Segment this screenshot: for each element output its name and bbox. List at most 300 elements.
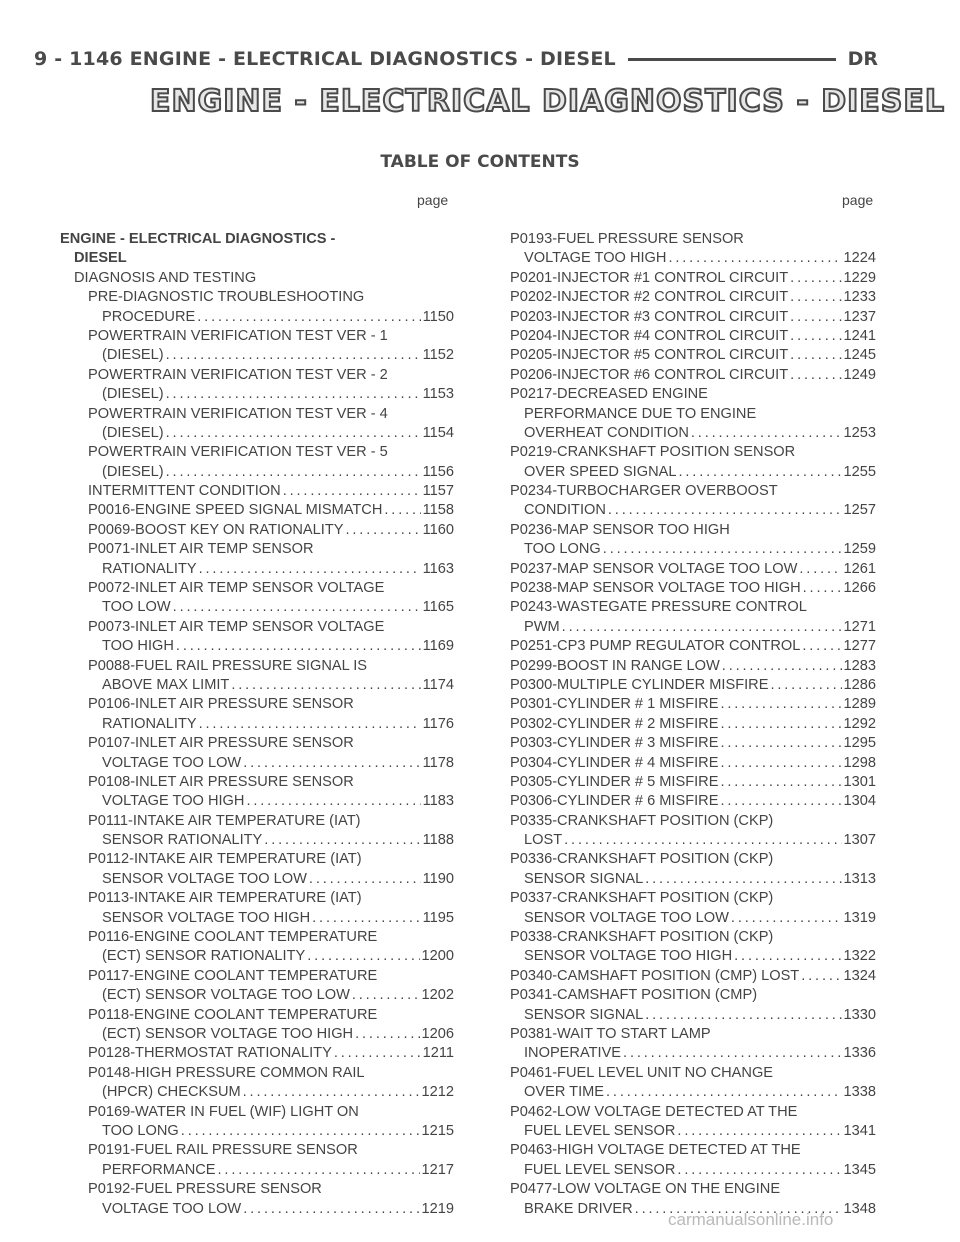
toc-leader-dots xyxy=(243,754,420,773)
toc-entry-label: P0169-WATER IN FUEL (WIF) LIGHT ON xyxy=(88,1103,359,1120)
toc-heading: TABLE OF CONTENTS xyxy=(380,152,580,172)
toc-entry[interactable] xyxy=(60,1161,454,1180)
toc-page-number: 1295 xyxy=(843,735,876,752)
toc-page-number: 1233 xyxy=(843,289,876,306)
toc-entry-label: FUEL LEVEL SENSOR xyxy=(524,1161,676,1178)
toc-entry-label: P0088-FUEL RAIL PRESSURE SIGNAL IS xyxy=(88,657,368,674)
toc-entry-label: VOLTAGE TOO LOW xyxy=(102,754,242,771)
toc-entry-label: P0381-WAIT TO START LAMP xyxy=(510,1026,711,1042)
toc-leader-dots xyxy=(166,424,421,443)
toc-entry-label: P0113-INTAKE AIR TEMPERATURE (IAT) xyxy=(88,890,362,907)
toc-entry[interactable] xyxy=(510,346,876,365)
toc-entry-label: P0201-INJECTOR #1 CONTROL CIRCUIT xyxy=(510,269,789,286)
toc-page-number: 1183 xyxy=(422,793,454,810)
toc-leader-dots xyxy=(181,1122,420,1141)
toc-entry[interactable] xyxy=(510,909,876,928)
toc-page-number: 1190 xyxy=(422,870,454,887)
toc-page-number: 1176 xyxy=(422,715,454,732)
toc-leader-dots xyxy=(307,947,419,966)
toc-page-number: 1253 xyxy=(843,424,876,441)
toc-page-number: 1277 xyxy=(843,638,876,655)
toc-leader-dots xyxy=(770,676,841,695)
toc-page-number: 1157 xyxy=(422,483,454,500)
toc-entry-label: P0234-TURBOCHARGER OVERBOOST xyxy=(510,483,778,500)
toc-entry[interactable] xyxy=(510,560,876,579)
toc-entry[interactable] xyxy=(510,792,876,811)
toc-entry-label: P0303-CYLINDER # 3 MISFIRE xyxy=(510,735,719,752)
toc-page-number: 1255 xyxy=(843,463,876,480)
toc-entry-text xyxy=(510,986,876,1005)
toc-page-number: 1188 xyxy=(422,832,454,849)
toc-page-number: 1202 xyxy=(421,987,454,1004)
toc-entry[interactable] xyxy=(510,1122,876,1141)
toc-leader-dots xyxy=(790,269,841,288)
toc-leader-dots xyxy=(720,773,841,792)
toc-leader-dots xyxy=(677,1122,841,1141)
toc-entry-label: P0108-INLET AIR PRESSURE SENSOR xyxy=(88,773,354,790)
toc-entry-label: P0337-CRANKSHAFT POSITION (CKP) xyxy=(510,890,774,907)
toc-entry-label: P0072-INLET AIR TEMP SENSOR VOLTAGE xyxy=(88,580,385,597)
toc-entry[interactable] xyxy=(60,676,454,695)
toc-entry-label: P0338-CRANKSHAFT POSITION (CKP) xyxy=(510,929,774,946)
toc-page-number: 1212 xyxy=(421,1084,454,1101)
toc-page-number: 1289 xyxy=(843,696,876,713)
toc-leader-dots xyxy=(352,986,420,1005)
toc-entry-label: P0301-CYLINDER # 1 MISFIRE xyxy=(510,696,719,713)
toc-entry-label: P0462-LOW VOLTAGE DETECTED AT THE xyxy=(510,1103,798,1120)
toc-entry-text xyxy=(60,443,454,462)
toc-entry-label: P0461-FUEL LEVEL UNIT NO CHANGE xyxy=(510,1064,774,1081)
toc-page-number: 1301 xyxy=(843,773,876,790)
toc-page-number: 1156 xyxy=(422,463,454,480)
toc-entry-text xyxy=(60,405,454,424)
toc-leader-dots xyxy=(790,366,841,385)
page-header xyxy=(34,46,878,72)
toc-page-number: 1257 xyxy=(843,502,876,519)
toc-page-number: 1224 xyxy=(843,250,876,267)
toc-page-number: 1348 xyxy=(843,1200,876,1217)
toc-entry-label: PWM xyxy=(524,618,560,635)
toc-entry-text xyxy=(60,734,454,753)
toc-page-number: 1195 xyxy=(422,909,454,926)
toc-entry-label: PROCEDURE xyxy=(102,308,196,325)
toc-entry-label: TOO LOW xyxy=(102,599,171,616)
toc-leader-dots xyxy=(720,734,841,753)
toc-entry-text xyxy=(510,851,876,870)
toc-entry-label: P0202-INJECTOR #2 CONTROL CIRCUIT xyxy=(510,289,789,306)
toc-leader-dots xyxy=(790,327,841,346)
toc-entry[interactable] xyxy=(60,424,454,443)
toc-entry-label: P0477-LOW VOLTAGE ON THE ENGINE xyxy=(510,1181,781,1198)
toc-entry[interactable] xyxy=(510,288,876,307)
toc-entry-label: P0192-FUEL PRESSURE SENSOR xyxy=(88,1181,322,1198)
toc-leader-dots xyxy=(246,792,420,811)
toc-page-number: 1217 xyxy=(421,1161,454,1178)
toc-entry[interactable] xyxy=(510,579,876,598)
toc-entry-text xyxy=(60,657,454,676)
toc-entry-label: VOLTAGE TOO LOW xyxy=(102,1200,242,1217)
toc-entry[interactable] xyxy=(60,308,454,327)
toc-entry-label: P0016-ENGINE SPEED SIGNAL MISMATCH xyxy=(88,502,383,519)
toc-entry-label: P0463-HIGH VOLTAGE DETECTED AT THE xyxy=(510,1142,801,1159)
toc-leader-dots xyxy=(645,870,841,889)
toc-entry-label: PERFORMANCE DUE TO ENGINE xyxy=(524,405,757,422)
toc-page-number: 1229 xyxy=(843,269,876,286)
toc-entry[interactable] xyxy=(510,463,876,482)
toc-leader-dots xyxy=(197,308,420,327)
toc-entry-text xyxy=(60,928,454,947)
toc-page-number: 1241 xyxy=(843,327,876,344)
toc-entry-label: VOLTAGE TOO HIGH xyxy=(102,793,245,810)
toc-entry[interactable] xyxy=(60,346,454,365)
toc-page-number: 1313 xyxy=(843,870,876,887)
toc-page-number: 1245 xyxy=(843,347,876,364)
toc-page-number: 1174 xyxy=(422,676,454,693)
toc-entry-text xyxy=(510,1180,876,1199)
toc-entry-label: SENSOR SIGNAL xyxy=(524,1006,644,1023)
toc-entry[interactable] xyxy=(510,754,876,773)
toc-page-number: 1154 xyxy=(422,424,454,441)
toc-entry-label: P0340-CAMSHAFT POSITION (CMP) LOST xyxy=(510,967,800,984)
toc-entry-text xyxy=(60,695,454,714)
toc-entry-text xyxy=(510,230,876,249)
toc-entry-label: ABOVE MAX LIMIT xyxy=(102,676,230,693)
toc-page-number: 1345 xyxy=(843,1161,876,1178)
toc-entry-label: P0106-INLET AIR PRESSURE SENSOR xyxy=(88,696,354,713)
toc-entry-label: P0073-INLET AIR TEMP SENSOR VOLTAGE xyxy=(88,618,385,635)
toc-page-number: 1322 xyxy=(843,948,876,965)
toc-page-number: 1178 xyxy=(422,754,454,771)
toc-entry-label: P0112-INTAKE AIR TEMPERATURE (IAT) xyxy=(88,851,362,868)
toc-entry-text xyxy=(60,812,454,831)
toc-leader-dots xyxy=(176,637,421,656)
toc-leader-dots xyxy=(722,657,842,676)
toc-leader-dots xyxy=(801,967,841,986)
toc-leader-dots xyxy=(623,1044,841,1063)
toc-entry-text xyxy=(60,618,454,637)
toc-entry-text xyxy=(60,1103,454,1122)
toc-entry-text xyxy=(60,773,454,792)
toc-page-number: 1206 xyxy=(421,1026,454,1042)
toc-entry-label: SENSOR VOLTAGE TOO HIGH xyxy=(524,948,733,965)
toc-page-number: 1319 xyxy=(843,909,876,926)
toc-leader-dots xyxy=(562,618,842,637)
toc-page-number: 1150 xyxy=(422,308,454,325)
toc-entry-label: BRAKE DRIVER xyxy=(524,1200,633,1217)
toc-leader-dots xyxy=(720,715,841,734)
toc-entry[interactable] xyxy=(60,1025,454,1044)
header-rule xyxy=(628,58,836,61)
toc-entry[interactable] xyxy=(60,831,454,850)
toc-entry[interactable] xyxy=(510,637,876,656)
toc-entry[interactable] xyxy=(60,870,454,889)
toc-entry-text xyxy=(60,889,454,908)
toc-page-number: 1237 xyxy=(843,308,876,325)
toc-leader-dots xyxy=(264,831,420,850)
toc-page-number: 1341 xyxy=(843,1122,876,1139)
toc-entry[interactable] xyxy=(60,385,454,404)
toc-entry-label: (ECT) SENSOR RATIONALITY xyxy=(102,948,306,965)
toc-entry-text xyxy=(510,928,876,947)
header-page-section: 9 - 1146 ENGINE - ELECTRICAL DIAGNOSTICS - DIESEL xyxy=(34,48,616,70)
toc-entry-label: P0069-BOOST KEY ON RATIONALITY xyxy=(88,521,344,538)
toc-entry-label: DIAGNOSIS AND TESTING xyxy=(74,269,257,286)
toc-entry-text xyxy=(60,540,454,559)
toc-leader-dots xyxy=(677,1161,841,1180)
toc-entry[interactable] xyxy=(510,308,876,327)
toc-entry-label: P0191-FUEL RAIL PRESSURE SENSOR xyxy=(88,1142,358,1159)
toc-leader-dots xyxy=(166,385,421,404)
toc-leader-dots xyxy=(790,288,841,307)
toc-entry-label: P0128-THERMOSTAT RATIONALITY xyxy=(88,1045,332,1062)
toc-leader-dots xyxy=(608,501,842,520)
toc-leader-dots xyxy=(645,1006,841,1025)
toc-entry[interactable] xyxy=(60,1083,454,1102)
toc-page-number: 1307 xyxy=(843,832,876,849)
toc-entry[interactable] xyxy=(510,1161,876,1180)
toc-leader-dots xyxy=(243,1083,420,1102)
toc-entry-label: P0116-ENGINE COOLANT TEMPERATURE xyxy=(88,929,378,946)
toc-leader-dots xyxy=(678,463,841,482)
toc-page-number: 1261 xyxy=(843,560,876,577)
toc-entry[interactable] xyxy=(510,327,876,346)
toc-entry[interactable] xyxy=(510,501,876,520)
toc-entry[interactable] xyxy=(60,754,454,773)
toc-page-number: 1211 xyxy=(422,1045,454,1062)
toc-entry-label: TOO LONG xyxy=(524,541,601,558)
toc-page-number: 1219 xyxy=(421,1200,454,1217)
toc-page-number: 1304 xyxy=(843,793,876,810)
toc-entry-label: RATIONALITY xyxy=(102,715,197,732)
toc-leader-dots xyxy=(199,715,421,734)
toc-leader-dots xyxy=(691,424,842,443)
toc-page-number: 1259 xyxy=(843,541,876,558)
toc-entry[interactable] xyxy=(510,618,876,637)
toc-leader-dots xyxy=(799,560,841,579)
toc-right-column xyxy=(510,230,876,1219)
toc-entry-label: SENSOR VOLTAGE TOO HIGH xyxy=(102,909,311,926)
toc-entry-text xyxy=(60,967,454,986)
toc-entry-text xyxy=(60,1064,454,1083)
toc-entry-text xyxy=(510,521,876,540)
toc-entry[interactable] xyxy=(60,1044,454,1063)
toc-leader-dots xyxy=(668,249,841,268)
toc-entry[interactable] xyxy=(510,1044,876,1063)
toc-leader-dots xyxy=(606,1083,842,1102)
toc-entry[interactable] xyxy=(510,831,876,850)
toc-page-number: 1165 xyxy=(422,599,454,616)
toc-entry-label: OVER SPEED SIGNAL xyxy=(524,463,677,480)
toc-entry[interactable] xyxy=(60,501,454,520)
toc-leader-dots xyxy=(384,501,420,520)
toc-entry[interactable] xyxy=(510,947,876,966)
toc-entry-label: SENSOR VOLTAGE TOO LOW xyxy=(102,870,307,887)
toc-page-number: 1336 xyxy=(843,1045,876,1062)
toc-entry-label: POWERTRAIN VERIFICATION TEST VER - 4 xyxy=(88,405,388,422)
toc-entry-label: DIESEL xyxy=(74,250,127,267)
toc-entry-label: INTERMITTENT CONDITION xyxy=(88,483,281,500)
toc-entry-label: INOPERATIVE xyxy=(524,1045,622,1062)
toc-leader-dots xyxy=(790,346,841,365)
toc-leader-dots xyxy=(173,598,421,617)
toc-entry[interactable] xyxy=(60,560,454,579)
toc-entry-label: POWERTRAIN VERIFICATION TEST VER - 1 xyxy=(88,327,388,344)
toc-page-number: 1338 xyxy=(843,1084,876,1101)
toc-entry-label: P0071-INLET AIR TEMP SENSOR xyxy=(88,541,314,558)
toc-page-number: 1249 xyxy=(843,366,876,383)
toc-page-number: 1163 xyxy=(422,560,454,577)
toc-entry[interactable] xyxy=(510,715,876,734)
toc-page-number: 1330 xyxy=(843,1006,876,1023)
toc-entry[interactable] xyxy=(510,249,876,268)
toc-entry-label: P0118-ENGINE COOLANT TEMPERATURE xyxy=(88,1006,378,1023)
toc-entry-text xyxy=(510,1103,876,1122)
toc-entry[interactable] xyxy=(60,637,454,656)
toc-page-number: 1160 xyxy=(422,521,454,538)
toc-entry-label: (ECT) SENSOR VOLTAGE TOO HIGH xyxy=(102,1026,354,1042)
document-title: ENGINE - ELECTRICAL DIAGNOSTICS - DIESEL xyxy=(150,84,946,119)
toc-entry[interactable] xyxy=(510,695,876,714)
toc-entry-label: P0219-CRANKSHAFT POSITION SENSOR xyxy=(510,444,796,461)
toc-entry-label: P0243-WASTEGATE PRESSURE CONTROL xyxy=(510,599,807,616)
toc-page-number: 1271 xyxy=(843,618,876,635)
toc-entry[interactable] xyxy=(510,1083,876,1102)
toc-entry[interactable] xyxy=(60,521,454,540)
toc-entry-label: TOO HIGH xyxy=(102,638,174,655)
toc-leader-dots xyxy=(166,463,421,482)
watermark: carmanualsonline.info xyxy=(668,1210,834,1229)
toc-entry[interactable] xyxy=(510,734,876,753)
toc-entry-text xyxy=(60,288,454,307)
toc-entry[interactable] xyxy=(60,1200,454,1219)
toc-entry-text xyxy=(510,482,876,501)
toc-entry-text xyxy=(60,579,454,598)
toc-page-number: 1298 xyxy=(843,754,876,771)
toc-entry[interactable] xyxy=(60,986,454,1005)
toc-entry-label: P0203-INJECTOR #3 CONTROL CIRCUIT xyxy=(510,308,789,325)
toc-entry[interactable] xyxy=(60,463,454,482)
toc-entry-label: (DIESEL) xyxy=(102,463,164,480)
toc-entry-label: P0304-CYLINDER # 4 MISFIRE xyxy=(510,754,719,771)
toc-leader-dots xyxy=(283,482,421,501)
toc-entry-text xyxy=(510,1064,876,1083)
toc-entry[interactable] xyxy=(60,947,454,966)
toc-entry-label: PRE-DIAGNOSTIC TROUBLESHOOTING xyxy=(88,289,365,306)
toc-page-number: 1324 xyxy=(843,967,876,984)
toc-page-number: 1292 xyxy=(843,715,876,732)
toc-entry-text xyxy=(60,1006,454,1025)
toc-leader-dots xyxy=(720,695,841,714)
toc-entry-text xyxy=(510,405,876,424)
toc-entry-text xyxy=(60,249,454,268)
toc-entry-label: P0251-CP3 PUMP REGULATOR CONTROL xyxy=(510,638,801,655)
toc-entry-text xyxy=(60,366,454,385)
toc-entry[interactable] xyxy=(510,540,876,559)
toc-entry-label: OVERHEAT CONDITION xyxy=(524,424,689,441)
toc-entry-text xyxy=(510,1141,876,1160)
toc-entry-label: OVER TIME xyxy=(524,1084,605,1101)
toc-entry-text xyxy=(510,1025,876,1044)
toc-entry[interactable] xyxy=(510,967,876,986)
toc-page-number: 1152 xyxy=(422,347,454,364)
toc-page-number: 1200 xyxy=(421,948,454,965)
toc-entry[interactable] xyxy=(60,792,454,811)
toc-entry-text xyxy=(510,889,876,908)
toc-entry-label: P0148-HIGH PRESSURE COMMON RAIL xyxy=(88,1064,365,1081)
toc-entry[interactable] xyxy=(60,1122,454,1141)
toc-entry-text xyxy=(510,443,876,462)
toc-page-number: 1286 xyxy=(843,676,876,693)
toc-leader-dots xyxy=(218,1161,420,1180)
toc-entry-label: (HPCR) CHECKSUM xyxy=(102,1084,241,1101)
toc-entry-label: P0300-MULTIPLE CYLINDER MISFIRE xyxy=(510,676,769,693)
toc-page-number: 1169 xyxy=(422,638,454,655)
toc-entry-label: TOO LONG xyxy=(102,1122,179,1139)
toc-leader-dots xyxy=(790,308,841,327)
toc-entry[interactable] xyxy=(510,773,876,792)
toc-leader-dots xyxy=(345,521,420,540)
toc-entry-label: SENSOR VOLTAGE TOO LOW xyxy=(524,909,729,926)
toc-leader-dots xyxy=(603,540,842,559)
toc-entry-label: P0206-INJECTOR #6 CONTROL CIRCUIT xyxy=(510,366,789,383)
page-column-label-right: page xyxy=(842,192,874,208)
toc-entry[interactable] xyxy=(510,424,876,443)
toc-entry-label: P0117-ENGINE COOLANT TEMPERATURE xyxy=(88,967,378,984)
toc-entry-label: P0107-INLET AIR PRESSURE SENSOR xyxy=(88,735,354,752)
toc-entry-label: P0236-MAP SENSOR TOO HIGH xyxy=(510,521,730,538)
toc-entry-label: SENSOR SIGNAL xyxy=(524,870,644,887)
toc-entry-text xyxy=(60,327,454,346)
toc-leader-dots xyxy=(312,909,420,928)
toc-entry[interactable] xyxy=(60,482,454,501)
toc-entry-text xyxy=(60,851,454,870)
toc-page-number: 1283 xyxy=(843,657,876,674)
toc-leader-dots xyxy=(731,909,842,928)
toc-entry[interactable] xyxy=(510,366,876,385)
toc-entry[interactable] xyxy=(510,870,876,889)
toc-entry-label: P0336-CRANKSHAFT POSITION (CKP) xyxy=(510,851,774,868)
toc-leader-dots xyxy=(231,676,420,695)
toc-leader-dots xyxy=(720,792,841,811)
toc-entry[interactable] xyxy=(60,598,454,617)
toc-entry-label: RATIONALITY xyxy=(102,560,197,577)
toc-entry-text xyxy=(510,812,876,831)
toc-entry[interactable] xyxy=(510,269,876,288)
toc-leader-dots xyxy=(199,560,421,579)
page-column-label-left: page xyxy=(417,192,449,208)
toc-entry-label: P0193-FUEL PRESSURE SENSOR xyxy=(510,230,744,247)
toc-entry-label: P0302-CYLINDER # 2 MISFIRE xyxy=(510,715,719,732)
toc-entry-label: SENSOR RATIONALITY xyxy=(102,832,263,849)
toc-leader-dots xyxy=(720,754,841,773)
toc-entry-label: PERFORMANCE xyxy=(102,1161,216,1178)
toc-entry-label: P0238-MAP SENSOR VOLTAGE TOO HIGH xyxy=(510,580,801,597)
toc-leader-dots xyxy=(166,346,421,365)
toc-entry[interactable] xyxy=(60,909,454,928)
toc-leader-dots xyxy=(802,637,841,656)
toc-leader-dots xyxy=(355,1025,419,1044)
toc-entry[interactable] xyxy=(510,676,876,695)
toc-entry[interactable] xyxy=(510,1006,876,1025)
toc-entry-label: P0299-BOOST IN RANGE LOW xyxy=(510,657,720,674)
toc-entry-label: (ECT) SENSOR VOLTAGE TOO LOW xyxy=(102,987,350,1004)
toc-leader-dots xyxy=(309,870,421,889)
toc-entry-label: (DIESEL) xyxy=(102,386,164,403)
toc-entry-label: CONDITION xyxy=(524,502,606,519)
toc-entry[interactable] xyxy=(510,657,876,676)
toc-entry[interactable] xyxy=(60,715,454,734)
toc-page-number: 1153 xyxy=(422,386,454,403)
